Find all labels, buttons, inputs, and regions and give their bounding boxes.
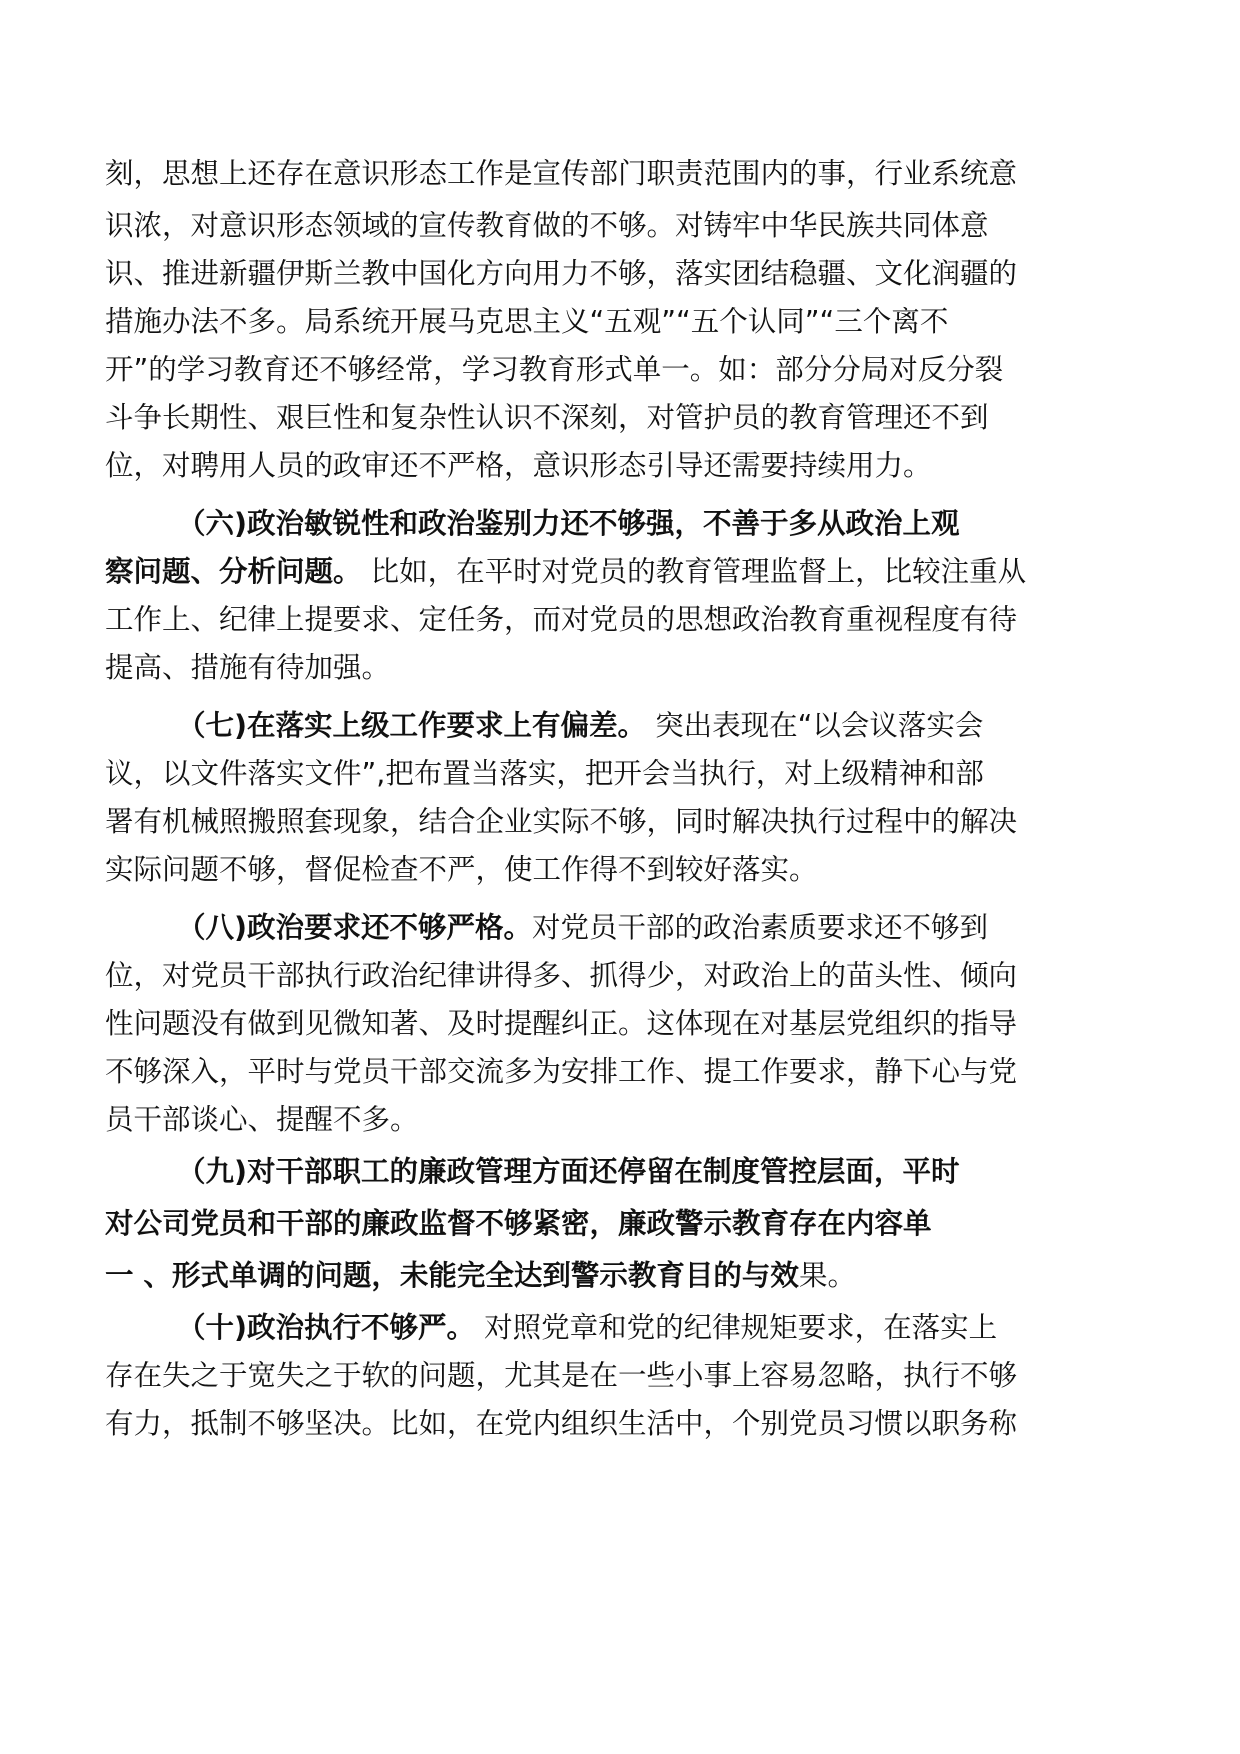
text-line: 提高、措施有待加强。: [105, 651, 391, 684]
text-line: 斗争长期性、艰巨性和复杂性认识不深刻，对管护员的教育管理还不到: [105, 401, 989, 434]
body-text: 对党员干部的政治素质要求还不够到: [532, 911, 989, 944]
text-line: 位，对聘用人员的政审还不严格，意识形态引导还需要持续用力。: [105, 449, 932, 482]
heading-continuation: 对公司党员和干部的廉政监督不够紧密，廉政警示教育存在内容单: [105, 1207, 932, 1240]
text-line: [105, 548, 1123, 596]
paragraph-8: [105, 904, 1123, 1144]
text-line: 位，对党员干部执行政治纪律讲得多、抓得少，对政治上的苗头性、倾向: [105, 959, 1018, 992]
text-line: 刻，思想上还存在意识形态工作是宣传部门职责范围内的事，行业系统意: [105, 157, 1018, 190]
text-line: 实际问题不够，督促检查不严，使工作得不到较好落实。: [105, 853, 818, 886]
text-line: 识浓，对意识形态领域的宣传教育做的不够。对铸牢中华民族共同体意: [105, 209, 989, 242]
text-line: 识、推进新疆伊斯兰教中国化方向用力不够，落实团结稳疆、文化润疆的: [105, 257, 1018, 290]
section-heading-7: （七)在落实上级工作要求上有偏差。: [177, 709, 647, 742]
text-line: 措施办法不多。局系统开展马克思主义“五观”“五个认同”“三个离不: [105, 305, 949, 338]
text-line: 工作上、纪律上提要求、定任务，而对党员的思想政治教育重视程度有待: [105, 603, 1018, 636]
paragraph-6: [105, 500, 1123, 692]
section-heading-9: （九)对干部职工的廉政管理方面还停留在制度管控层面，平时: [177, 1155, 960, 1188]
text-line: 有力，抵制不够坚决。比如，在党内组织生活中，个别党员习惯以职务称: [105, 1407, 1018, 1440]
text-line: 性问题没有做到见微知著、及时提醒纠正。这体现在对基层党组织的指导: [105, 1007, 1018, 1040]
text-line: 员干部谈心、提醒不多。: [105, 1103, 419, 1136]
paragraph-5-continued: [105, 150, 1123, 490]
section-heading-10: （十)政治执行不够严。: [177, 1311, 476, 1344]
paragraph-9: [105, 1148, 1123, 1300]
paragraph-7: [105, 702, 1123, 894]
text-line: [105, 1304, 1123, 1352]
text-line: 议，以文件落实文件”,把布置当落实，把开会当执行，对上级精神和部: [105, 757, 984, 790]
text-line: 存在失之于宽失之于软的问题，尤其是在一些小事上容易忽略，执行不够: [105, 1359, 1018, 1392]
paragraph-10: [105, 1304, 1123, 1448]
text-line: [105, 702, 1123, 750]
body-text: 比如，在平时对党员的教育管理监督上，比较注重从: [361, 555, 1027, 588]
text-line: [105, 1252, 1123, 1300]
text-line: 不够深入，平时与党员干部交流多为安排工作、提工作要求，静下心与党: [105, 1055, 1018, 1088]
body-text: 对照党章和党的纪律规矩要求，在落实上: [475, 1311, 998, 1344]
body-text: 突出表现在“以会议落实会: [646, 709, 984, 742]
body-text: 果。: [798, 1259, 856, 1292]
section-heading-6: （六)政治敏锐性和政治鉴别力还不够强，不善于多从政治上观: [177, 507, 960, 540]
text-line: 署有机械照搬照套现象，结合企业实际不够，同时解决执行过程中的解决: [105, 805, 1018, 838]
text-line: 开”的学习教育还不够经常，学习教育形式单一。如：部分分局对反分裂: [105, 353, 1004, 386]
section-heading-8: （八)政治要求还不够严格。: [177, 911, 533, 944]
text-line: [105, 904, 1123, 952]
heading-continuation: 一 、形式单调的问题，未能完全达到警示教育目的与效: [105, 1259, 799, 1292]
document-body: [105, 150, 1123, 1448]
heading-continuation: 察问题、分析问题。: [105, 555, 362, 588]
